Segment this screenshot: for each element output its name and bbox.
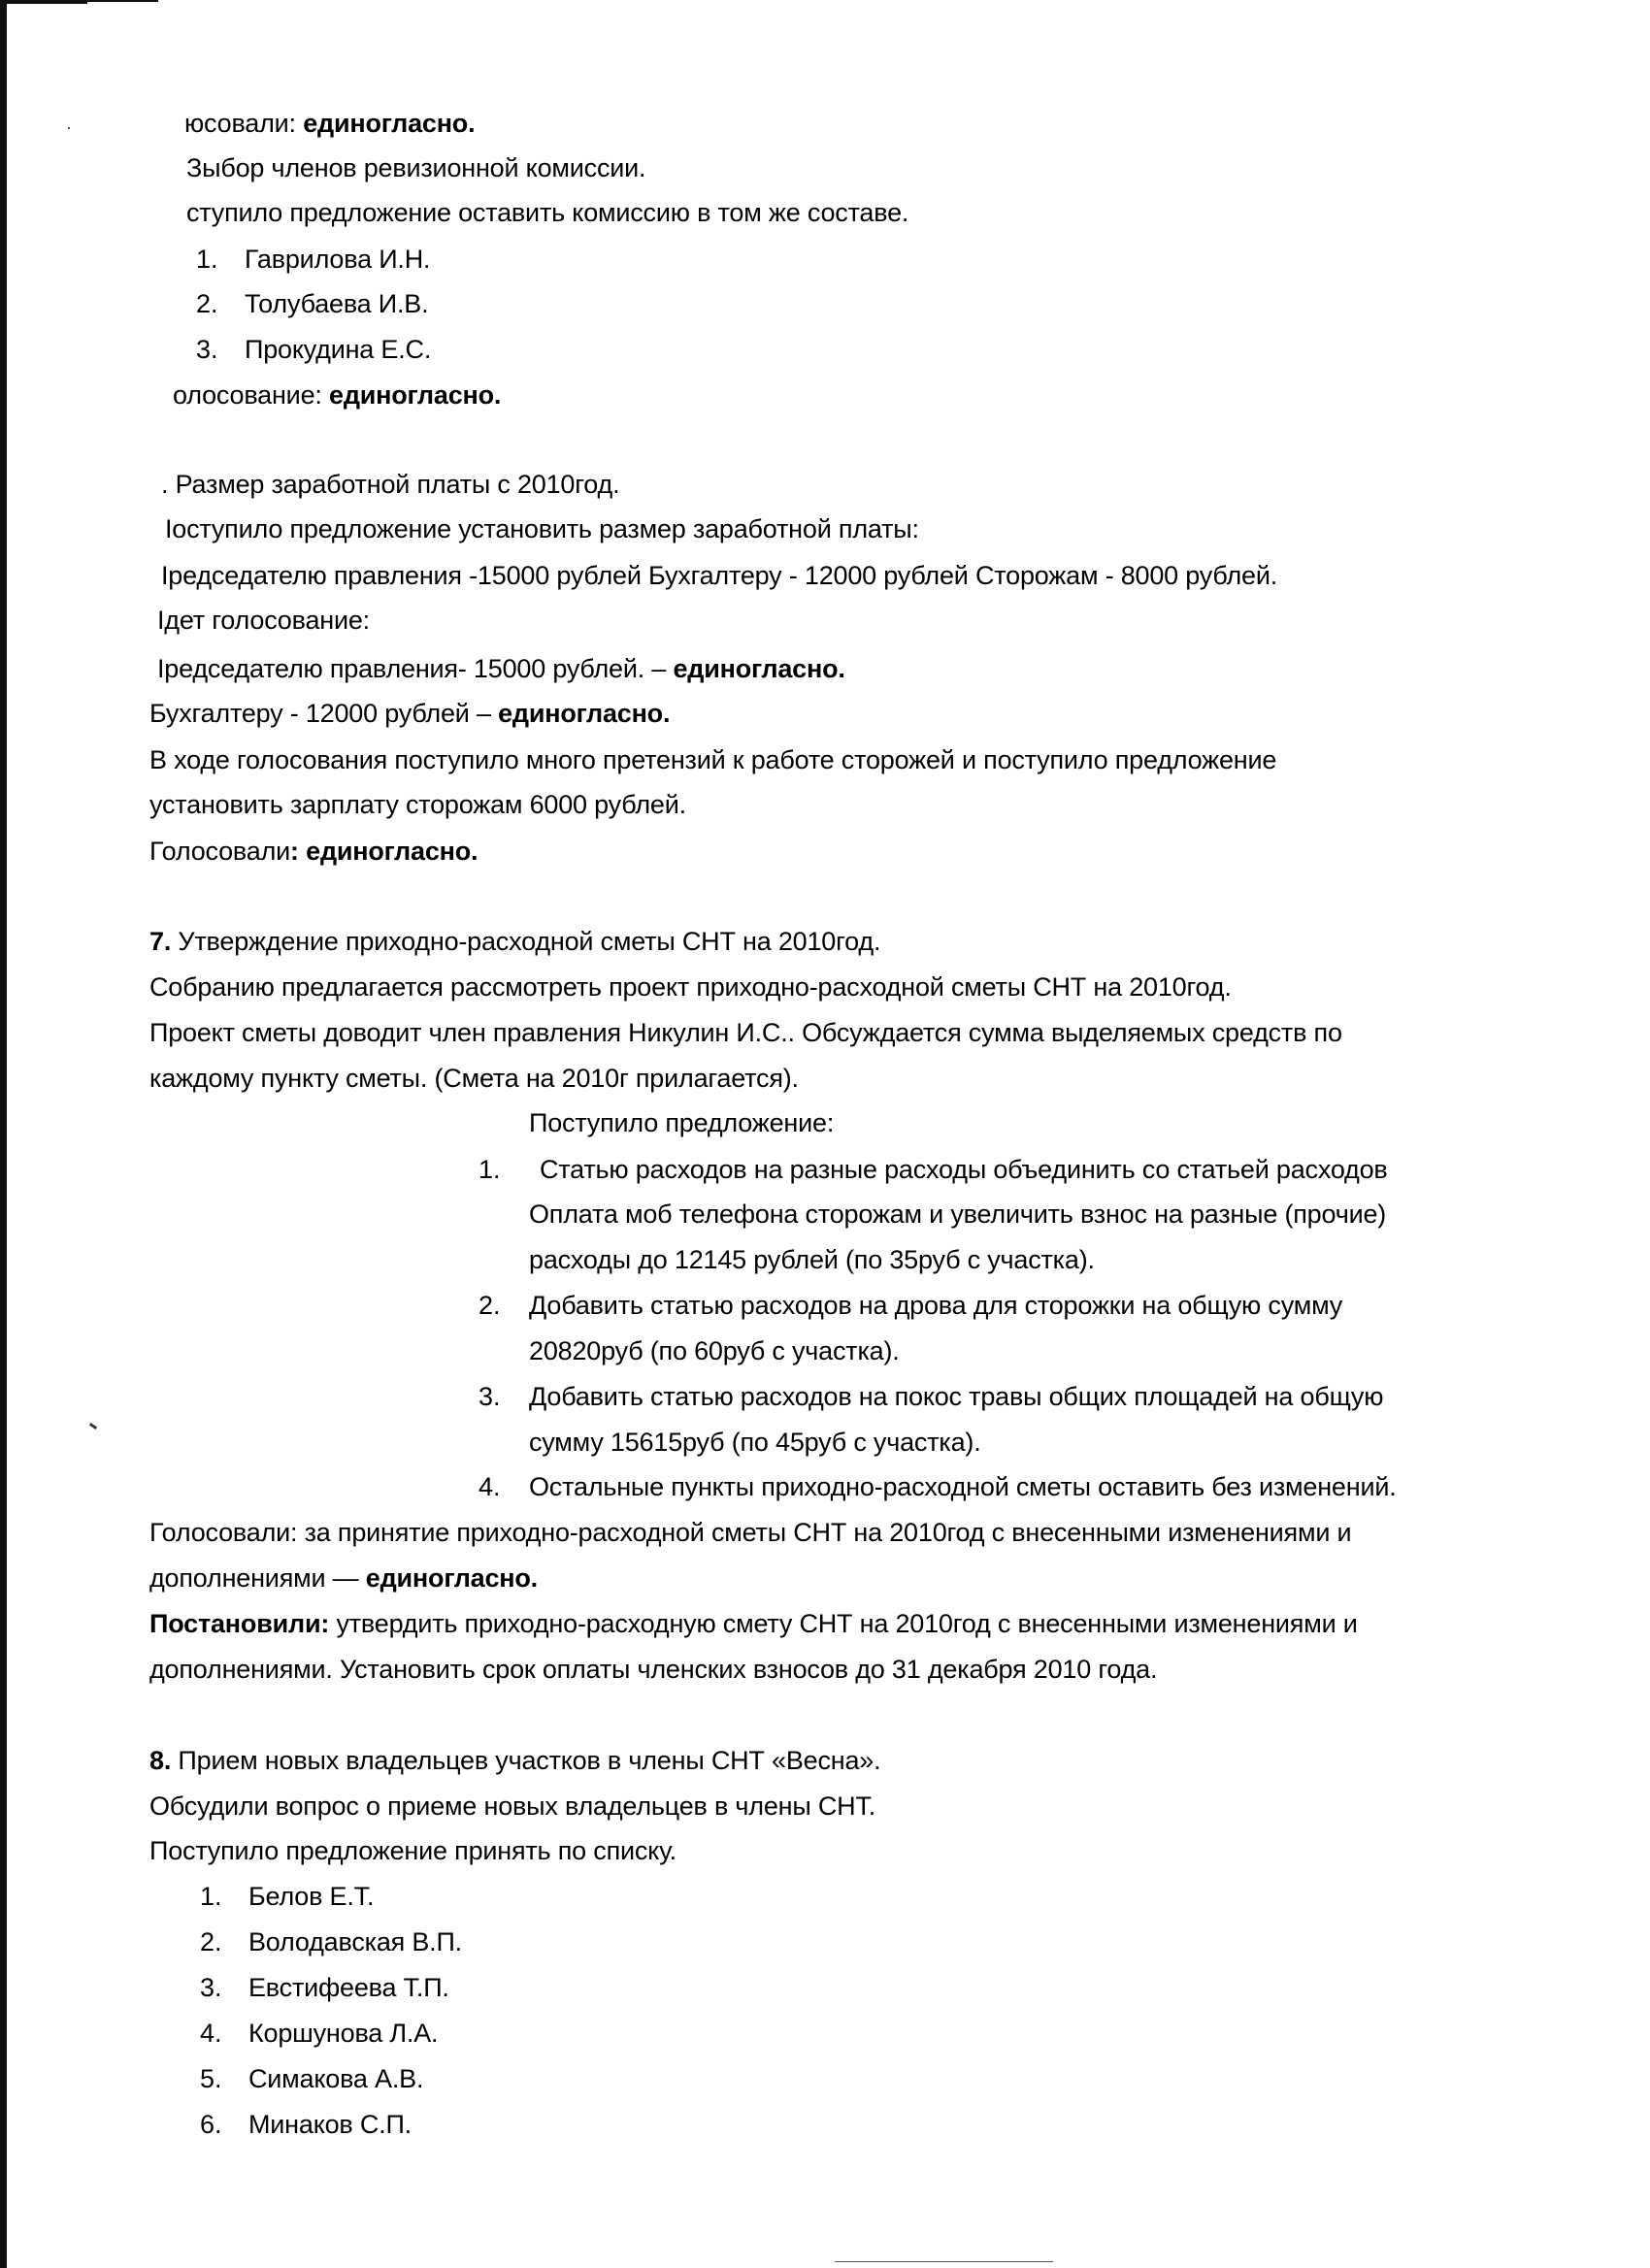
section-heading: 7. Утверждение приходно-расходной сметы СНТ на 2010год. <box>149 927 881 956</box>
list-item: Добавить статью расходов на покос травы общих площадей на общую <box>529 1382 1384 1411</box>
list-number: 3. <box>478 1382 501 1411</box>
list-number: 2. <box>478 1291 501 1320</box>
resolution-line: Постановили: утвердить приходно-расходную смету СНТ на 2010год с внесенными изменениями и <box>149 1609 1358 1638</box>
list-item: Статью расходов на разные расходы объединить со статьей расходов <box>540 1155 1388 1184</box>
scan-left-edge <box>0 0 7 2268</box>
list-item: Белов Е.Т. <box>248 1882 375 1911</box>
list-number: 1. <box>200 1882 222 1911</box>
vote-line: Голосовали: единогласно. <box>149 837 478 866</box>
scan-footer-line <box>835 2261 980 2262</box>
vote-line: Іредседателю правления- 15000 рублей. – единогласно. <box>157 654 845 683</box>
vote-line: дополнениями — единогласно. <box>149 1563 538 1593</box>
list-item: Симакова А.В. <box>248 2064 424 2093</box>
list-number: 3. <box>200 1973 222 2002</box>
list-number: 2. <box>196 289 218 318</box>
list-item: Остальные пункты приходно-расходной сметы оставить без изменений. <box>529 1472 1397 1501</box>
scan-top-edge <box>0 0 87 4</box>
paragraph-line: каждому пункту сметы. (Смета на 2010г прилагается). <box>149 1064 799 1093</box>
section-heading: Зыбор членов ревизионной комиссии. <box>186 153 646 182</box>
scan-top-line <box>82 0 158 2</box>
voting-intro: Ідет голосование: <box>157 606 370 635</box>
resolution-line: дополнениями. Установить срок оплаты членских взносов до 31 декабря 2010 года. <box>149 1655 1158 1684</box>
list-item: Толубаева И.В. <box>245 289 429 318</box>
proposal-line: Іоступило предложение установить размер заработной платы: <box>165 514 919 543</box>
paragraph-line: Собранию предлагается рассмотреть проект приходно-расходной сметы СНТ на 2010год. <box>149 972 1232 1002</box>
list-number: 6. <box>200 2110 222 2139</box>
list-item: Володавская В.П. <box>248 1927 462 1956</box>
paragraph-line: Поступило предложение принять по списку. <box>149 1836 676 1865</box>
list-item: Гаврилова И.Н. <box>245 245 431 274</box>
paragraph-line: Проект сметы доводит член правления Никулин И.С.. Обсуждается сумма выделяемых средств по <box>149 1018 1342 1047</box>
scan-mark <box>89 1423 97 1430</box>
list-item: Прокудина Е.С. <box>245 335 432 364</box>
list-item: Коршунова Л.А. <box>248 2019 439 2048</box>
list-item-cont: Оплата моб телефона сторожам и увеличить взнос на разные (прочие) <box>529 1200 1387 1229</box>
paragraph-line: Обсудили вопрос о приеме новых владельцев в члены СНТ. <box>149 1791 876 1821</box>
list-item-cont: расходы до 12145 рублей (по 35руб с участка). <box>529 1245 1095 1274</box>
list-number: 4. <box>200 2019 222 2048</box>
list-number: 4. <box>478 1472 501 1501</box>
list-number: 3. <box>196 335 218 364</box>
list-item-cont: 20820руб (по 60руб с участка). <box>529 1336 900 1365</box>
list-number: 1. <box>478 1155 501 1184</box>
list-item: Минаков С.П. <box>248 2110 412 2139</box>
paragraph-line: установить зарплату сторожам 6000 рублей. <box>149 790 686 819</box>
section-heading: . Размер заработной платы с 2010год. <box>161 470 620 499</box>
vote-line: Голосовали: за принятие приходно-расходной сметы СНТ на 2010год с внесенными изменениями и <box>149 1518 1352 1547</box>
scan-speck <box>68 127 70 129</box>
vote-line: юсовали: единогласно. <box>184 109 476 138</box>
scan-footer-line <box>980 2261 1053 2262</box>
vote-line: олосование: единогласно. <box>173 380 502 410</box>
list-number: 1. <box>196 245 218 274</box>
list-item: Добавить статью расходов на дрова для сторожки на общую сумму <box>529 1291 1343 1320</box>
salaries-line: Іредседателю правления -15000 рублей Бухгалтеру - 12000 рублей Сторожам - 8000 рублей. <box>161 561 1278 590</box>
list-number: 5. <box>200 2064 222 2093</box>
paragraph-line: В ходе голосования поступило много претензий к работе сторожей и поступило предложение <box>149 745 1277 774</box>
proposal-label: Поступило предложение: <box>529 1108 835 1137</box>
list-item: Евстифеева Т.П. <box>248 1973 449 2002</box>
proposal-line: ступило предложение оставить комиссию в том же составе. <box>186 198 909 227</box>
section-heading: 8. Прием новых владельцев участков в члены СНТ «Весна». <box>149 1746 881 1775</box>
vote-line: Бухгалтеру - 12000 рублей – единогласно. <box>149 699 671 728</box>
list-item-cont: сумму 15615руб (по 45руб с участка). <box>529 1428 981 1457</box>
list-number: 2. <box>200 1927 222 1956</box>
